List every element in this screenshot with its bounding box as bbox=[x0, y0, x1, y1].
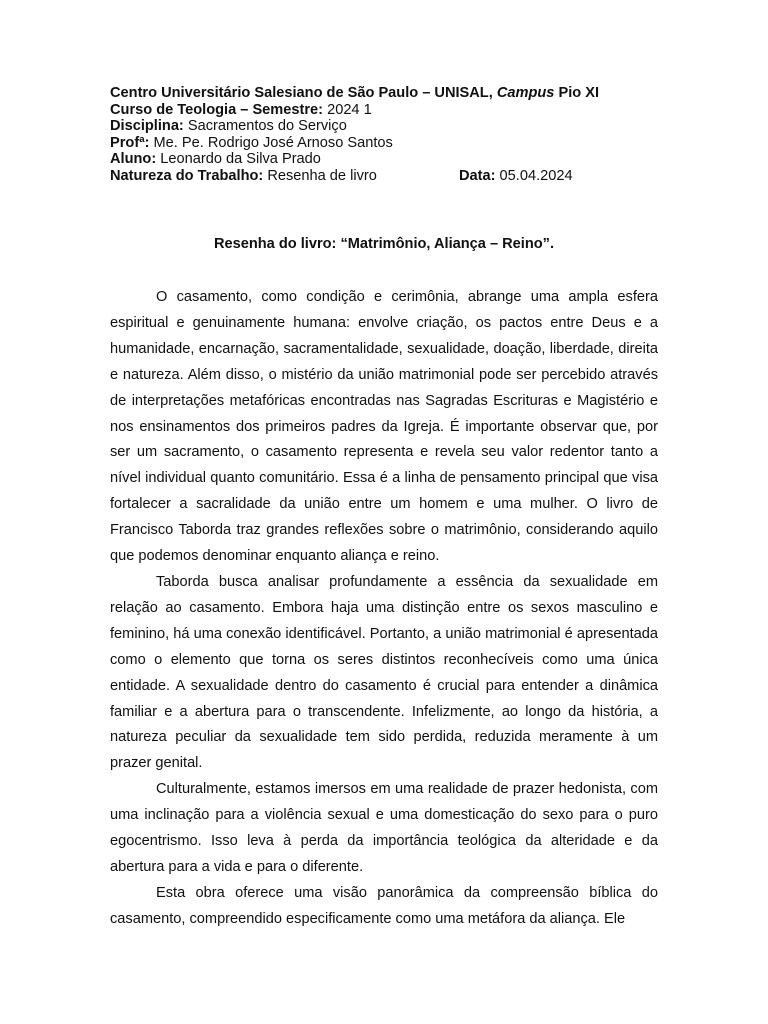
professor-line bbox=[110, 135, 599, 152]
student-label: Aluno: bbox=[110, 151, 157, 168]
nature-label: Natureza do Trabalho: bbox=[110, 167, 264, 184]
paragraph-4: Esta obra oferece uma visão panorâmica da compreensão bíblica do casamento, compreendido especificamente como uma metáfora da aliança. Ele bbox=[110, 884, 658, 927]
student-line bbox=[110, 151, 599, 168]
institution-line: Centro Universitário Salesiano de São Paulo – UNISAL, Campus Pio XI bbox=[110, 85, 600, 101]
discipline-value: Sacramentos do Serviço bbox=[183, 118, 347, 135]
discipline-label: Disciplina: bbox=[110, 118, 184, 135]
nature-line bbox=[110, 168, 599, 185]
paragraph-2: Taborda busca analisar profundamente a essência da sexualidade em relação ao casamento. Embora haja uma distinção entre os sexos masculino e feminino, há uma conexão identificável. Portanto, a união matrimonial é apresentada como o elemento que torna os seres distintos reconhecíveis como uma única entidade. A sexualidade dentro do casamento é crucial para entender a dinâmica familiar e a abertura para o transcendente. Infelizmente, ao longo da história, a natureza peculiar da sexualidade tem sido perdida, reduzida meramente à um prazer genital. bbox=[110, 573, 658, 772]
review-title: Resenha do livro: “Matrimônio, Aliança – Reino”. bbox=[213, 236, 555, 252]
paragraph-3: Culturalmente, estamos imersos em uma realidade de prazer hedonista, com uma inclinação para a violência sexual e uma domesticação do sexo para o puro egocentrismo. Isso leva à perda da importância teológica da alteridade e da abertura para a vida e para o diferente. bbox=[110, 781, 658, 875]
course-line bbox=[110, 102, 599, 119]
campus-word: Campus bbox=[496, 85, 555, 101]
document-header bbox=[110, 85, 599, 185]
paragraph-1: O casamento, como condição e cerimônia, abrange uma ampla esfera espiritual e genuinamente humana: envolve criação, os pactos entre Deus e a humanidade, encarnação, sacramentalidade, sexualidade, doação, liberdade, direita e natureza. Além disso, o mistério da união matrimonial pode ser percebido através de interpretações metafóricas encontradas nas Sagradas Escrituras e Magistério e nos ensinamentos dos primeiros padres da Igreja. É importante observar que, por ser um sacramento, o casamento representa e revela seu valor redentor tanto a nível individual quanto comunitário. Essa é a linha de pensamento principal que visa fortalecer a sacralidade da união entre um homem e uma mulher. O livro de Francisco Taborda traz grandes reflexões sobre o matrimônio, considerando aquilo que podemos denominar enquanto aliança e reino. bbox=[110, 289, 658, 565]
student-value: Leonardo da Silva Prado bbox=[156, 151, 321, 168]
date-value: 05.04.2024 bbox=[495, 167, 573, 184]
nature-value: Resenha de livro bbox=[263, 167, 377, 184]
date-label: Data: bbox=[459, 167, 496, 184]
discipline-line bbox=[110, 118, 599, 135]
professor-label: Profª: bbox=[110, 134, 150, 151]
review-body bbox=[110, 285, 658, 933]
date-field bbox=[459, 168, 573, 185]
course-value: 2024 1 bbox=[323, 101, 372, 118]
professor-value: Me. Pe. Rodrigo José Arnoso Santos bbox=[149, 134, 393, 151]
course-label: Curso de Teologia – Semestre: bbox=[110, 101, 324, 118]
